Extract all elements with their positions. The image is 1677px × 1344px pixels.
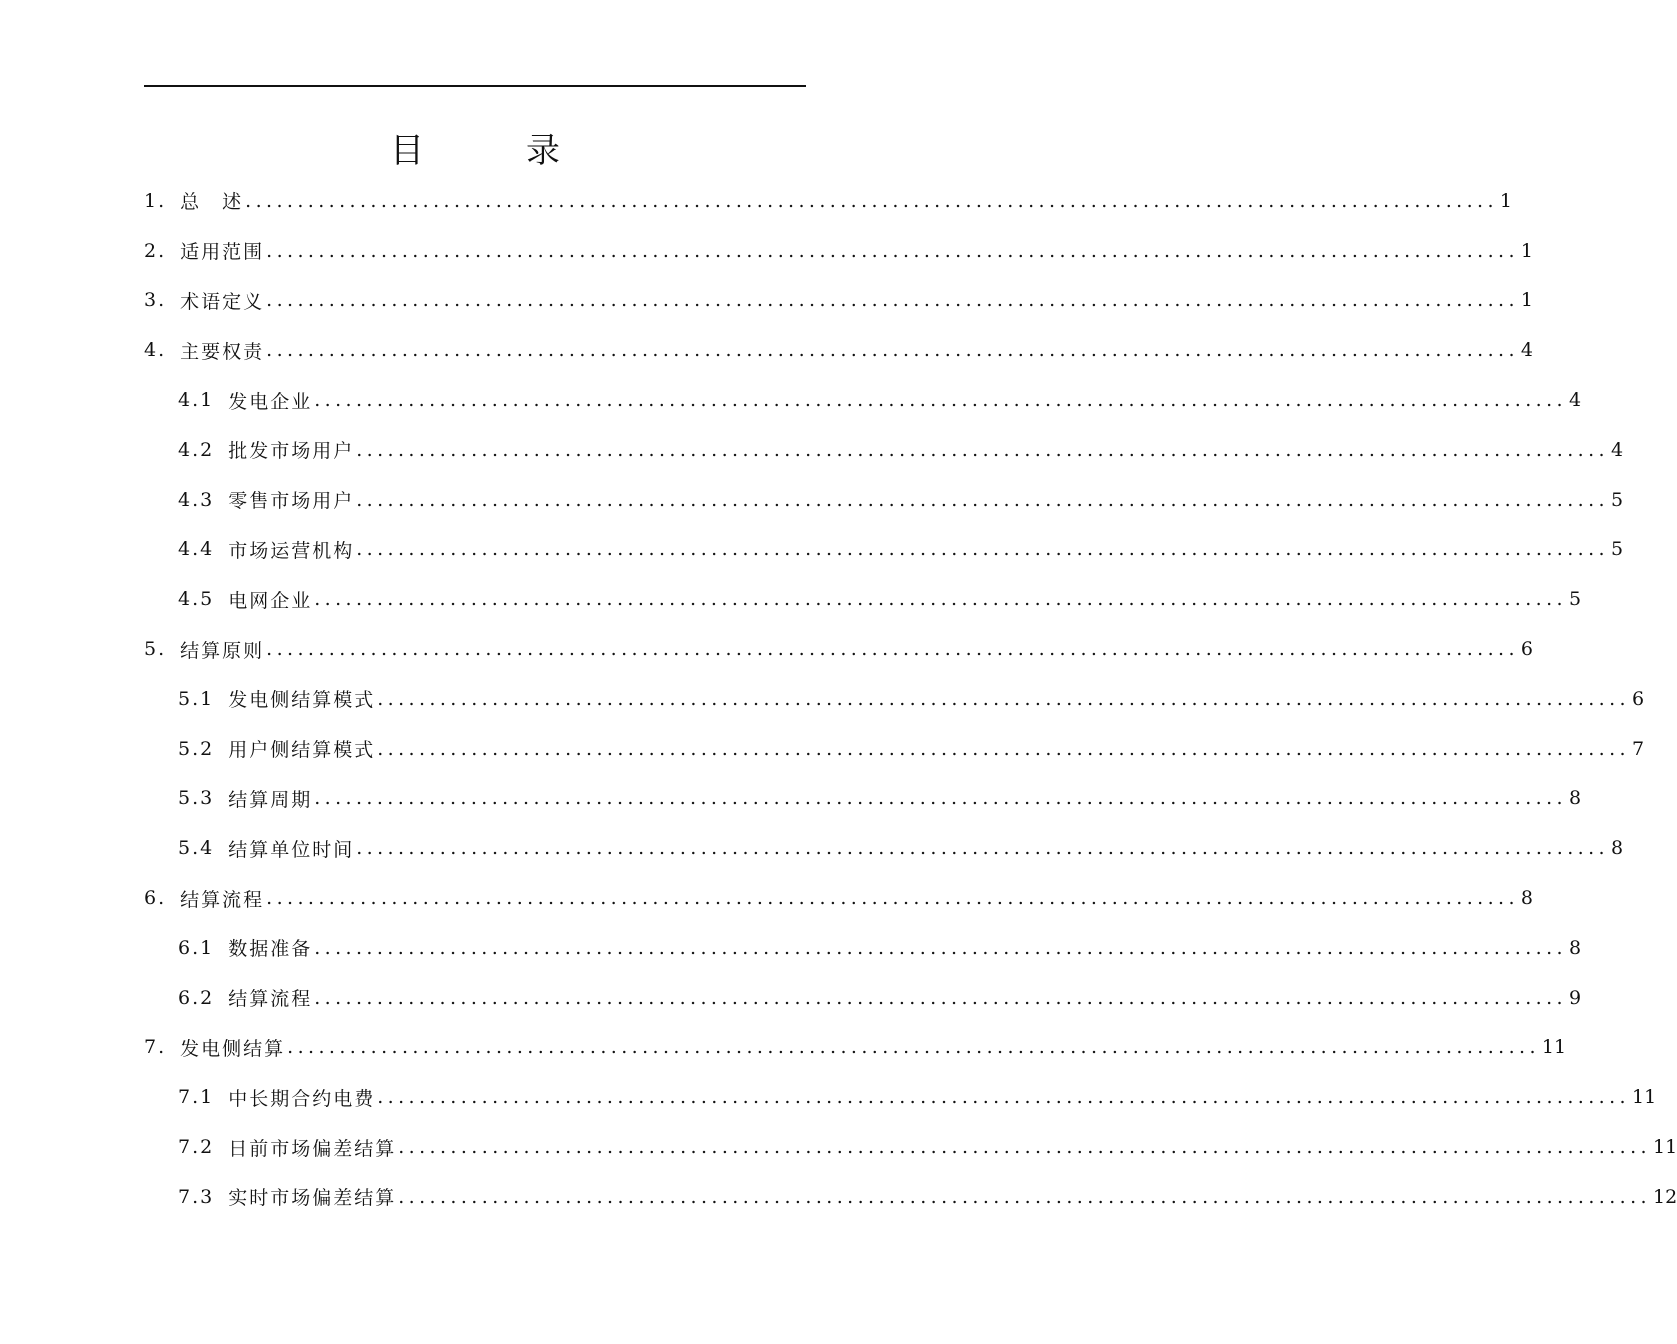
toc-entry-page: 8 (1568, 787, 1582, 810)
toc-entry-number: 7.2 (178, 1136, 215, 1159)
toc-entry-label: 实时市场偏差结算 (228, 1187, 397, 1210)
toc-entry-number: 4.5 (178, 588, 215, 611)
toc-entry[interactable] (144, 724, 1645, 774)
toc-entry-number: 7. (144, 1036, 167, 1059)
dot-leader: ........................................................................................................................ (314, 936, 1567, 959)
toc-entry-label: 适用范围 (180, 241, 265, 264)
toc-entry-page: 5 (1610, 488, 1624, 511)
toc-entry-number: 6. (144, 887, 167, 910)
toc-entry-number: 5.1 (178, 687, 215, 710)
toc-entry-page: 1 (1520, 239, 1533, 262)
dot-leader: ........................................................................................................................ (356, 538, 1609, 561)
toc-entry[interactable] (144, 1023, 1567, 1073)
toc-entry[interactable] (144, 823, 1624, 873)
dot-leader: ........................................................................................................................ (377, 687, 1630, 710)
toc-entry-page: 1 (1499, 189, 1512, 212)
toc-entry-page: 5 (1568, 588, 1582, 611)
toc-entry-page: 9 (1568, 986, 1582, 1009)
toc-entry-number: 4.1 (178, 389, 215, 412)
toc-entry-number: 5. (144, 638, 167, 661)
dot-leader: ........................................................................................................................ (314, 389, 1567, 412)
toc-entry[interactable] (144, 774, 1582, 824)
dot-leader: ........................................................................................................................ (314, 588, 1567, 611)
dot-leader: ........................................................................................................................ (266, 638, 1519, 661)
toc-entry-number: 3. (144, 289, 167, 312)
toc-entry-label: 术语定义 (180, 290, 265, 313)
dot-leader: ........................................................................................................................ (398, 1136, 1651, 1159)
toc-entry[interactable] (144, 276, 1533, 326)
toc-entry-page: 11 (1652, 1136, 1677, 1159)
toc-list (144, 176, 1677, 1222)
dot-leader: ........................................................................................................................ (398, 1185, 1651, 1208)
toc-entry[interactable] (144, 973, 1582, 1023)
toc-entry-number: 4.4 (178, 538, 215, 561)
toc-entry[interactable] (144, 624, 1533, 674)
toc-entry-number: 4. (144, 339, 167, 362)
toc-entry-page: 8 (1520, 887, 1533, 910)
toc-entry-page: 6 (1520, 638, 1533, 661)
toc-entry-number: 6.1 (178, 936, 215, 959)
toc-entry-page: 11 (1631, 1086, 1657, 1109)
toc-entry-label: 批发市场用户 (228, 440, 355, 463)
dot-leader: ........................................................................................................................ (377, 737, 1630, 760)
toc-entry[interactable] (144, 176, 1512, 226)
toc-entry-number: 2. (144, 239, 167, 262)
toc-entry-page: 12 (1652, 1185, 1677, 1208)
toc-entry-number: 1. (144, 189, 167, 212)
dot-leader: ........................................................................................................................ (266, 339, 1519, 362)
toc-entry-number: 5.2 (178, 737, 215, 760)
toc-entry-page: 6 (1631, 687, 1645, 710)
toc-entry-number: 7.1 (178, 1086, 215, 1109)
toc-entry[interactable] (144, 674, 1645, 724)
toc-entry-label: 结算流程 (228, 988, 313, 1011)
toc-entry[interactable] (144, 923, 1582, 973)
toc-entry-number: 4.2 (178, 438, 215, 461)
toc-entry-page: 4 (1610, 438, 1624, 461)
toc-entry[interactable] (144, 375, 1582, 425)
toc-entry[interactable] (144, 475, 1624, 525)
dot-leader: ........................................................................................................................ (266, 289, 1519, 312)
toc-entry-label: 用户侧结算模式 (228, 739, 376, 762)
toc-entry-label: 发电侧结算 (180, 1037, 286, 1060)
dot-leader: ........................................................................................................................ (287, 1036, 1540, 1059)
dot-leader: ........................................................................................................................ (377, 1086, 1630, 1109)
toc-entry-number: 5.4 (178, 837, 215, 860)
toc-entry-page: 8 (1568, 936, 1582, 959)
toc-entry-page: 5 (1610, 538, 1624, 561)
toc-entry-label: 结算单位时间 (228, 838, 355, 861)
toc-entry-label: 市场运营机构 (228, 539, 355, 562)
dot-leader: ........................................................................................................................ (314, 787, 1567, 810)
dot-leader: ........................................................................................................................ (356, 438, 1609, 461)
toc-entry-number: 4.3 (178, 488, 215, 511)
toc-entry-label: 中长期合约电费 (228, 1087, 376, 1110)
toc-entry-label: 主要权责 (180, 340, 265, 363)
toc-entry-label: 结算原则 (180, 639, 265, 662)
toc-entry[interactable] (144, 1172, 1677, 1222)
toc-entry[interactable] (144, 1072, 1657, 1122)
toc-entry-label: 日前市场偏差结算 (228, 1137, 397, 1160)
dot-leader: ........................................................................................................................ (266, 239, 1519, 262)
header-rule (144, 85, 806, 87)
toc-entry-page: 1 (1520, 289, 1533, 312)
toc-entry-page: 11 (1541, 1036, 1567, 1059)
toc-entry-label: 结算周期 (228, 788, 313, 811)
dot-leader: ........................................................................................................................ (245, 189, 1498, 212)
toc-entry-label: 发电侧结算模式 (228, 689, 376, 712)
toc-title: 目 录 (390, 131, 594, 171)
toc-entry-label: 总 述 (180, 191, 244, 214)
toc-entry[interactable] (144, 1122, 1677, 1172)
toc-entry[interactable] (144, 325, 1533, 375)
toc-entry-page: 7 (1631, 737, 1645, 760)
toc-entry-page: 4 (1568, 389, 1582, 412)
toc-entry-number: 7.3 (178, 1185, 215, 1208)
dot-leader: ........................................................................................................................ (314, 986, 1567, 1009)
toc-entry-label: 发电企业 (228, 390, 313, 413)
toc-entry-label: 电网企业 (228, 589, 313, 612)
toc-entry-label: 结算流程 (180, 888, 265, 911)
toc-entry[interactable] (144, 226, 1533, 276)
dot-leader: ........................................................................................................................ (356, 488, 1609, 511)
dot-leader: ........................................................................................................................ (266, 887, 1519, 910)
toc-entry[interactable] (144, 425, 1624, 475)
toc-entry-number: 5.3 (178, 787, 215, 810)
toc-entry-page: 8 (1610, 837, 1624, 860)
toc-entry[interactable] (144, 873, 1533, 923)
toc-entry-label: 零售市场用户 (228, 490, 355, 513)
toc-entry-page: 4 (1520, 339, 1533, 362)
dot-leader: ........................................................................................................................ (356, 837, 1609, 860)
toc-entry[interactable] (144, 574, 1582, 624)
toc-entry-label: 数据准备 (228, 938, 313, 961)
toc-entry[interactable] (144, 525, 1624, 575)
toc-entry-number: 6.2 (178, 986, 215, 1009)
